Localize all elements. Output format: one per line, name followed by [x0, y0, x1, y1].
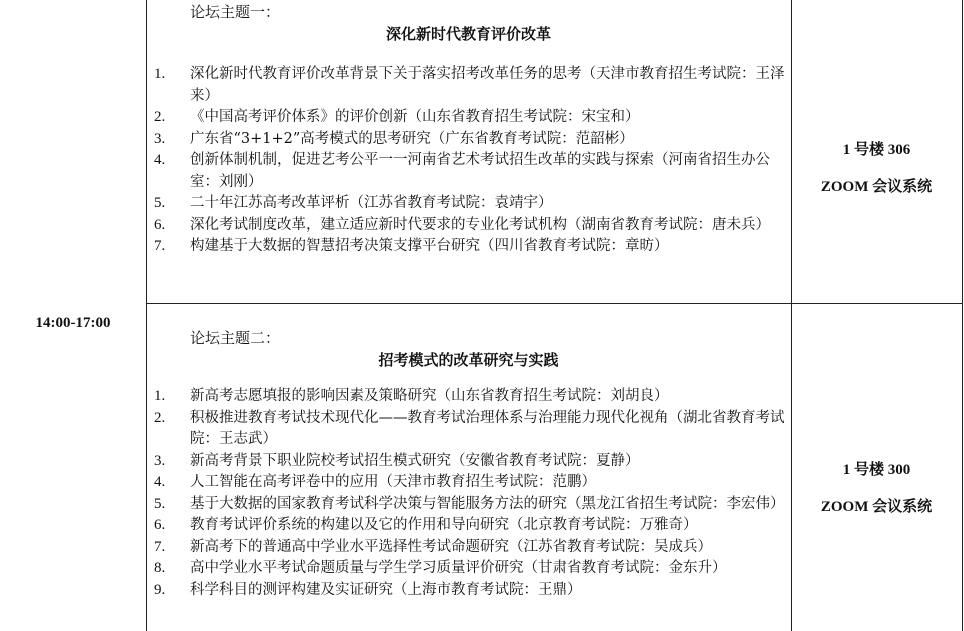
item-number: 3. — [154, 130, 166, 147]
list-item — [146, 472, 791, 494]
item-number: 1. — [154, 388, 166, 404]
item-number: 8. — [154, 560, 166, 576]
list-item — [146, 494, 791, 516]
presentation-list — [146, 64, 791, 258]
item-text: 人工智能在高考评卷中的应用（天津市教育招生考试院：范鹏） — [190, 474, 596, 490]
item-text: 新高考背景下职业院校考试招生模式研究（安徽省教育考试院：夏静） — [190, 452, 640, 469]
item-text: 积极推进教育考试技术现代化——教育考试治理体系与治理能力现代化视角（湖北省教育考试院：王志武） — [190, 409, 785, 447]
list-item — [146, 64, 791, 107]
item-number: 6. — [154, 216, 166, 233]
item-number: 9. — [154, 581, 166, 598]
item-number: 2. — [154, 409, 166, 426]
item-text: 基于大数据的国家教育考试科学决策与智能服务方法的研究（黑龙江省招生考试院：李宏伟） — [190, 495, 785, 512]
item-text: 创新体制机制，促进艺考公平一一河南省艺术考试招生改革的实践与探索（河南省招生办公室：刘刚） — [190, 152, 770, 190]
location-system: ZOOM 会议系统 — [820, 499, 933, 515]
item-number: 7. — [154, 238, 166, 254]
item-text: 新高考志愿填报的影响因素及策略研究（山东省教育招生考试院：刘胡良） — [190, 388, 669, 404]
item-text: 高中学业水平考试命题质量与学生学习质量评价研究（甘肃省教育考试院：金东升） — [190, 560, 727, 576]
item-number: 2. — [154, 109, 166, 125]
list-item — [146, 215, 791, 237]
column-divider-right — [791, 0, 792, 631]
list-item — [146, 451, 791, 473]
table-right-border — [962, 0, 963, 631]
item-number: 5. — [154, 195, 166, 211]
list-item — [146, 107, 791, 129]
list-item — [146, 193, 791, 215]
item-number: 5. — [154, 495, 166, 512]
location-room: 1 号楼 300 — [842, 462, 911, 478]
item-text: 二十年江苏高考改革评析（江苏省教育考试院：袁靖宇） — [190, 195, 553, 211]
item-text: 《中国高考评价体系》的评价创新（山东省教育招生考试院：宋宝和） — [190, 109, 640, 125]
list-item — [146, 558, 791, 580]
forum-location-1 — [791, 140, 962, 197]
list-item — [146, 537, 791, 559]
list-item — [146, 236, 791, 258]
presentation-list — [146, 386, 791, 601]
list-item — [146, 580, 791, 602]
list-item — [146, 408, 791, 451]
item-text: 广东省“3+1+2”高考模式的思考研究（广东省教育考试院：范韶彬） — [190, 130, 634, 147]
item-number: 1. — [154, 66, 166, 82]
list-item — [146, 129, 791, 151]
item-text: 新高考下的普通高中学业水平选择性考试命题研究（江苏省教育考试院：吴成兵） — [190, 538, 712, 555]
item-number: 4. — [154, 152, 166, 168]
item-number: 6. — [154, 517, 166, 533]
list-item — [146, 386, 791, 408]
item-number: 3. — [154, 452, 166, 469]
item-text: 教育考试评价系统的构建以及它的作用和导向研究（北京教育考试院：万雅奇） — [190, 517, 698, 533]
forum-title: 招考模式的改革研究与实践 — [378, 351, 559, 369]
location-system: ZOOM 会议系统 — [820, 179, 933, 195]
row-divider — [146, 303, 963, 304]
item-text: 深化考试制度改革，建立适应新时代要求的专业化考试机构（湖南省教育考试院：唐未兵） — [190, 216, 770, 233]
forum-label: 论坛主题一： — [190, 3, 281, 21]
time-slot: 14:00-17:00 — [35, 315, 111, 331]
list-item — [146, 150, 791, 193]
item-text: 科学科目的测评构建及实证研究（上海市教育考试院：王鼎） — [190, 581, 582, 598]
item-text: 构建基于大数据的智慧招考决策支撑平台研究（四川省教育考试院：章昉） — [190, 238, 669, 254]
item-number: 7. — [154, 538, 166, 555]
forum-title: 深化新时代教育评价改革 — [385, 25, 551, 43]
item-number: 4. — [154, 474, 166, 490]
list-item — [146, 515, 791, 537]
forum-label: 论坛主题二： — [190, 329, 281, 347]
location-room: 1 号楼 306 — [842, 142, 911, 158]
forum-location-2 — [791, 460, 962, 517]
item-text: 深化新时代教育评价改革背景下关于落实招考改革任务的思考（天津市教育招生考试院：王泽来） — [190, 66, 785, 104]
